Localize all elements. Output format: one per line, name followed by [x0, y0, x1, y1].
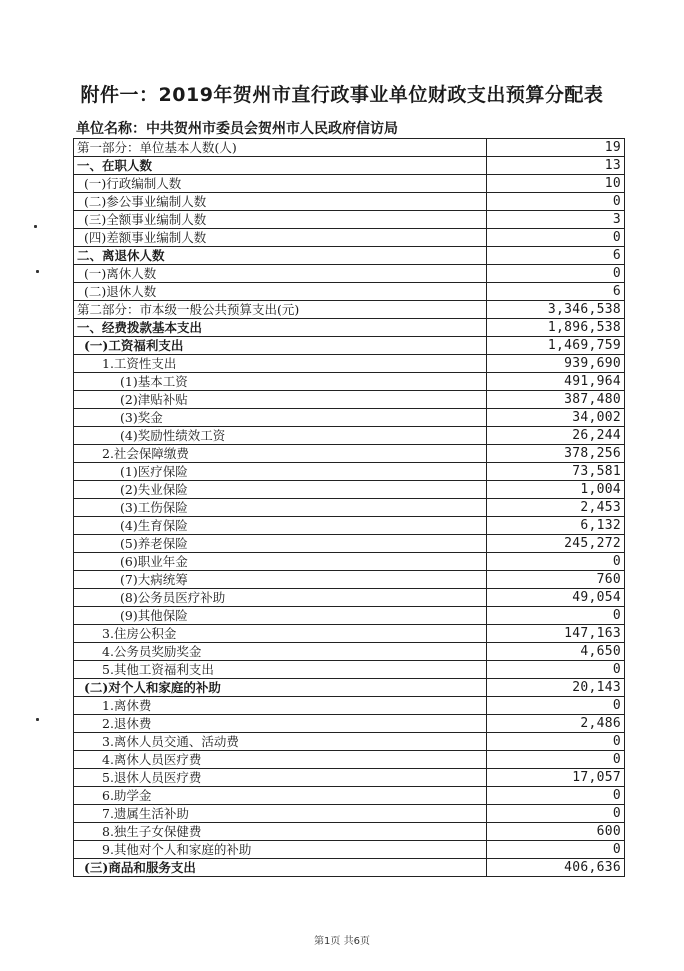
row-value: 760 — [487, 571, 625, 589]
table-row — [74, 823, 625, 841]
row-label: 一、在职人数 — [74, 157, 487, 175]
row-value: 49,054 — [487, 589, 625, 607]
row-value: 491,964 — [487, 373, 625, 391]
row-label: 二、离退休人数 — [74, 247, 487, 265]
row-value: 0 — [487, 697, 625, 715]
row-label: 5.其他工资福利支出 — [74, 661, 487, 679]
page-footer: 第1页 共6页 — [314, 936, 370, 947]
row-value: 939,690 — [487, 355, 625, 373]
table-row — [74, 301, 625, 319]
row-label: 3.住房公积金 — [74, 625, 487, 643]
table-row — [74, 499, 625, 517]
row-label: (二)对个人和家庭的补助 — [74, 679, 487, 697]
table-row — [74, 409, 625, 427]
table-row — [74, 787, 625, 805]
table-row — [74, 589, 625, 607]
document-title: 附件一：2019年贺州市直行政事业单位财政支出预算分配表 — [80, 84, 604, 106]
table-row — [74, 337, 625, 355]
row-value: 0 — [487, 805, 625, 823]
table-row — [74, 769, 625, 787]
row-label: (1)基本工资 — [74, 373, 487, 391]
row-label: 3.离休人员交通、活动费 — [74, 733, 487, 751]
table-row — [74, 211, 625, 229]
row-value: 3 — [487, 211, 625, 229]
row-value: 4,650 — [487, 643, 625, 661]
table-row — [74, 625, 625, 643]
row-value: 6 — [487, 283, 625, 301]
table-row — [74, 463, 625, 481]
row-label: (三)商品和服务支出 — [74, 859, 487, 877]
row-label: (4)奖励性绩效工资 — [74, 427, 487, 445]
row-value: 20,143 — [487, 679, 625, 697]
table-row — [74, 427, 625, 445]
scan-speck — [34, 225, 37, 228]
budget-table — [73, 138, 625, 877]
row-label: (4)生育保险 — [74, 517, 487, 535]
row-label: (二)参公事业编制人数 — [74, 193, 487, 211]
table-row — [74, 733, 625, 751]
row-value: 245,272 — [487, 535, 625, 553]
row-label: 2.社会保障缴费 — [74, 445, 487, 463]
row-label: (3)工伤保险 — [74, 499, 487, 517]
row-label: (9)其他保险 — [74, 607, 487, 625]
table-row — [74, 355, 625, 373]
row-value: 0 — [487, 751, 625, 769]
row-label: (二)退休人数 — [74, 283, 487, 301]
table-row — [74, 607, 625, 625]
table-row — [74, 697, 625, 715]
row-value: 1,469,759 — [487, 337, 625, 355]
row-value: 6 — [487, 247, 625, 265]
row-value: 3,346,538 — [487, 301, 625, 319]
row-value: 6,132 — [487, 517, 625, 535]
row-label: (3)奖金 — [74, 409, 487, 427]
row-value: 26,244 — [487, 427, 625, 445]
row-label: 5.退休人员医疗费 — [74, 769, 487, 787]
table-row — [74, 391, 625, 409]
row-label: (1)医疗保险 — [74, 463, 487, 481]
table-row — [74, 571, 625, 589]
table-row — [74, 229, 625, 247]
table-row — [74, 841, 625, 859]
row-value: 1,896,538 — [487, 319, 625, 337]
row-value: 2,453 — [487, 499, 625, 517]
row-label: 7.遗属生活补助 — [74, 805, 487, 823]
table-row — [74, 319, 625, 337]
row-value: 0 — [487, 733, 625, 751]
table-row — [74, 481, 625, 499]
row-label: 1.工资性支出 — [74, 355, 487, 373]
row-value: 17,057 — [487, 769, 625, 787]
row-value: 0 — [487, 661, 625, 679]
row-label: (三)全额事业编制人数 — [74, 211, 487, 229]
unit-name: 单位名称：中共贺州市委员会贺州市人民政府信访局 — [76, 121, 398, 137]
table-row — [74, 643, 625, 661]
row-value: 19 — [487, 139, 625, 157]
row-label: (5)养老保险 — [74, 535, 487, 553]
row-value: 406,636 — [487, 859, 625, 877]
row-value: 2,486 — [487, 715, 625, 733]
row-value: 0 — [487, 229, 625, 247]
row-label: 4.离休人员医疗费 — [74, 751, 487, 769]
row-label: 第二部分：市本级一般公共预算支出(元) — [74, 301, 487, 319]
row-label: (四)差额事业编制人数 — [74, 229, 487, 247]
row-value: 0 — [487, 553, 625, 571]
row-label: 9.其他对个人和家庭的补助 — [74, 841, 487, 859]
table-row — [74, 175, 625, 193]
table-row — [74, 139, 625, 157]
row-value: 0 — [487, 607, 625, 625]
row-value: 73,581 — [487, 463, 625, 481]
budget-table-body — [74, 139, 625, 877]
scan-speck — [36, 718, 39, 721]
table-row — [74, 661, 625, 679]
table-row — [74, 283, 625, 301]
row-value: 13 — [487, 157, 625, 175]
row-label: 4.公务员奖励奖金 — [74, 643, 487, 661]
table-row — [74, 535, 625, 553]
table-row — [74, 247, 625, 265]
row-label: 6.助学金 — [74, 787, 487, 805]
table-row — [74, 859, 625, 877]
table-row — [74, 265, 625, 283]
row-label: (6)职业年金 — [74, 553, 487, 571]
row-value: 147,163 — [487, 625, 625, 643]
table-row — [74, 751, 625, 769]
row-value: 10 — [487, 175, 625, 193]
row-label: 第一部分：单位基本人数(人) — [74, 139, 487, 157]
table-row — [74, 553, 625, 571]
table-row — [74, 373, 625, 391]
row-label: (一)离休人数 — [74, 265, 487, 283]
row-value: 378,256 — [487, 445, 625, 463]
row-value: 34,002 — [487, 409, 625, 427]
row-value: 387,480 — [487, 391, 625, 409]
row-value: 0 — [487, 787, 625, 805]
row-label: (一)行政编制人数 — [74, 175, 487, 193]
row-label: 一、经费拨款基本支出 — [74, 319, 487, 337]
table-row — [74, 715, 625, 733]
table-row — [74, 157, 625, 175]
table-row — [74, 445, 625, 463]
row-label: (8)公务员医疗补助 — [74, 589, 487, 607]
row-value: 0 — [487, 193, 625, 211]
row-label: (一)工资福利支出 — [74, 337, 487, 355]
table-row — [74, 679, 625, 697]
scan-speck — [36, 270, 39, 273]
table-row — [74, 517, 625, 535]
row-value: 1,004 — [487, 481, 625, 499]
row-value: 0 — [487, 265, 625, 283]
table-row — [74, 193, 625, 211]
row-label: (7)大病统筹 — [74, 571, 487, 589]
row-label: (2)津贴补贴 — [74, 391, 487, 409]
row-label: (2)失业保险 — [74, 481, 487, 499]
table-row — [74, 805, 625, 823]
row-value: 0 — [487, 841, 625, 859]
row-value: 600 — [487, 823, 625, 841]
row-label: 1.离休费 — [74, 697, 487, 715]
row-label: 8.独生子女保健费 — [74, 823, 487, 841]
row-label: 2.退休费 — [74, 715, 487, 733]
